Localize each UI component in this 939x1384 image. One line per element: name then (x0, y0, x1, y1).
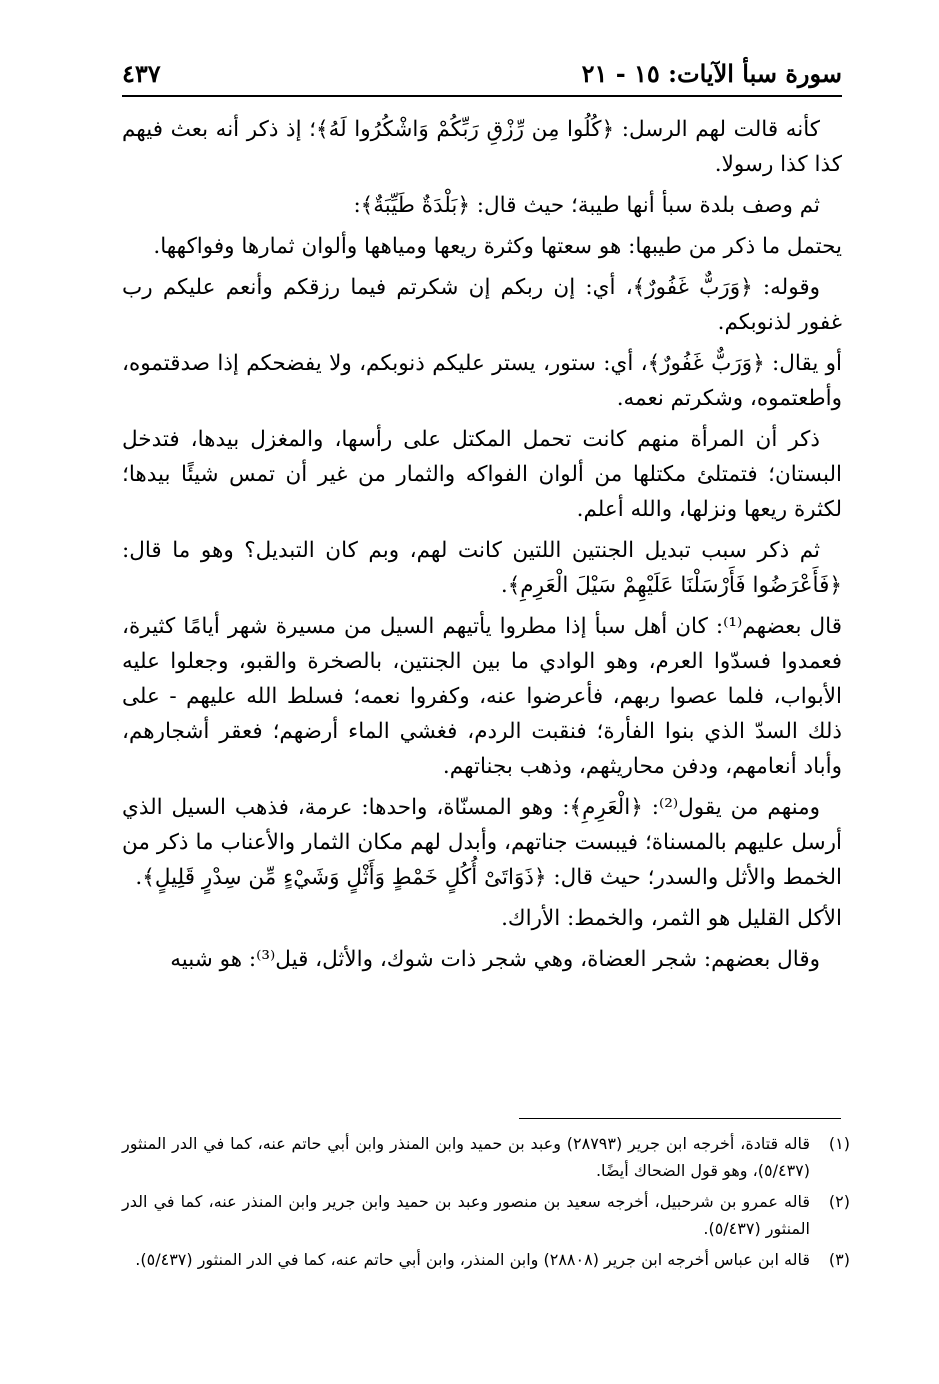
footnote (122, 1188, 850, 1242)
paragraph: ثم ذكر سبب تبديل الجنتين اللتين كانت لهم، وبم كان التبديل؟ وهو ما قال: ﴿فَأَعْرَضُوا فَأَرْسَلْنَا عَلَيْهِمْ سَيْلَ الْعَرِمِ﴾. (122, 538, 842, 598)
footnote-text: قاله ابن عباس أخرجه ابن جرير (٢٨٨٠٨) وابن المنذر، وابن أبي حاتم عنه، كما في الدر المنثور (٥/٤٣٧). (135, 1250, 810, 1269)
running-title: سورة سبأ الآيات: ١٥ - ٢١ (581, 59, 842, 88)
main-text (122, 112, 842, 983)
paragraph: ومنهم من يقول⁽²⁾: ﴿الْعَرِمِ﴾: وهو المسنّاة، واحدها: عرمة، فذهب السيل الذي أرسل عليهم بالمسناة؛ فيبست جناتهم، وأبدل لهم مكان الثمار والأعناب ما ذكر من الخمط والأثل والسدر؛ حيث قال: ﴿ذَوَاتَىْ أُكُلٍ خَمْطٍ وَأَثْلٍ وَشَيْءٍ مِّن سِدْرٍ قَلِيلٍ﴾. (122, 795, 842, 890)
paragraph: وقوله: ﴿وَرَبٌّ غَفُورٌ﴾، أي: إن ربكم إن شكرتم فيما رزقكم وأنعم عليكم رب غفور لذنوبكم. (122, 275, 842, 335)
footnotes (122, 1130, 850, 1277)
paragraph: ثم وصف بلدة سبأ أنها طيبة؛ حيث قال: ﴿بَلْدَةٌ طَيِّبَةٌ﴾: (353, 193, 820, 218)
page-header (122, 55, 842, 97)
paragraph: كأنه قالت لهم الرسل: ﴿كُلُوا مِن رِّزْقِ رَبِّكُمْ وَاشْكُرُوا لَهُ﴾؛ إذ ذكر أنه بعث فيهم كذا كذا رسولا. (122, 117, 842, 177)
paragraph: الأكل القليل هو الثمر، والخمط: الأراك. (501, 906, 842, 931)
footnote-number: (٢) (828, 1192, 850, 1211)
paragraph: قال بعضهم⁽¹⁾: كان أهل سبأ إذا مطروا يأتيهم السيل من مسيرة شهر أيامًا كثيرة، فعمدوا فسدّوا العرم، وهو الوادي ما بين الجنتين، بالصخرة والقبو، وجعلوا عليه الأبواب، فلما عصوا ربهم، فأعرضوا عنه، وكفروا نعمه؛ فسلط الله عليهم - على ذلك السدّ الذي بنوا الفأرة؛ فنقبت الردم، فغشي الماء أرضهم؛ فعقر أشجارهم، وأباد أنعامهم، ودفن محاريثهم، وذهب بجناتهم. (122, 614, 842, 779)
footnote (122, 1130, 850, 1184)
paragraph: وقال بعضهم: شجر العضاة، وهي شجر ذات شوك، والأثل، قيل⁽³⁾: هو شبيه (170, 947, 820, 972)
footnote-text: قاله قتادة، أخرجه ابن جرير (٢٨٧٩٣) وعبد بن حميد وابن المنذر وابن أبي حاتم عنه، كما في الدر المنثور (٥/٤٣٧)، وهو قول الضحاك أيضًا. (122, 1134, 810, 1180)
footnote-number: (٣) (828, 1250, 850, 1269)
footnote-text: قاله عمرو بن شرحبيل، أخرجه سعيد بن منصور وعبد بن حميد وابن جرير وابن المنذر عنه، كما في الدر المنثور (٥/٤٣٧). (122, 1192, 810, 1238)
page-number: ٤٣٧ (122, 59, 161, 88)
paragraph: أو يقال: ﴿وَرَبٌّ غَفُورٌ﴾، أي: ستور، يستر عليكم ذنوبكم، ولا يفضحكم إذا صدقتموه، وأطعتموه، وشكرتم نعمه. (122, 351, 842, 411)
footnote-separator (519, 1118, 841, 1119)
footnote (122, 1246, 850, 1273)
paragraph: ذكر أن المرأة منهم كانت تحمل المكتل على رأسها، والمغزل بيدها، فتدخل البستان؛ فتمتلئ مكتلها من ألوان الفواكه والثمار من غير أن تمس شيئًا بيدها؛ لكثرة ريعها ونزلها، والله أعلم. (122, 427, 842, 522)
paragraph: يحتمل ما ذكر من طيبها: هو سعتها وكثرة ريعها ومياهها وألوان ثمارها وفواكهها. (153, 234, 842, 259)
footnote-number: (١) (828, 1134, 850, 1153)
